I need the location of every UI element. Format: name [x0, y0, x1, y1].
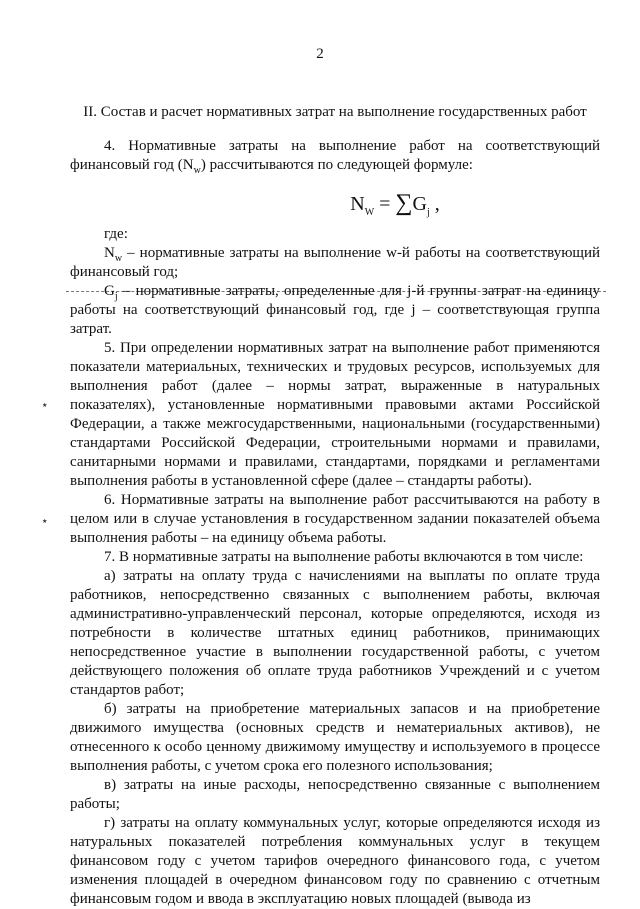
section-title: II. Состав и расчет нормативных затрат на выполнение государственных работ: [83, 104, 587, 120]
item-b: б) затраты на приобретение материальных запасов и на приобретение движимого имущества (основных средств и нематериальных активов), не отнесенного к особо ценному движимому имуществу и используемого в процессе выполнения работы, с учетом срока его полезного использования;: [70, 701, 600, 774]
paragraph-6: 6. Нормативные затраты на выполнение работ рассчитываются на работу в целом или в случае установления в государственном задании показателей объема выполнения работы – на единицу объема работы.: [70, 492, 600, 546]
item-a: а) затраты на оплату труда с начислениями на выплаты по оплате труда работников, непосредственно связанных с выполнением работы, включая административно-управленческий персонал, которые определяются, исходя из потребности в количестве штатных единиц работников, принимающих непосредственное участие в выполнении государственной работы, с учетом действующего положения об оплате труда работников Учреждений и с учетом стандартов работ;: [70, 568, 600, 698]
definition-nw: $N_w$ – нормативные затраты на выполнение w-й работы на соответствующий финансовый год;: [70, 245, 600, 280]
paragraph-7: 7. В нормативные затраты на выполнение работы включаются в том числе:: [104, 549, 584, 565]
formula: $N_W = \sum G_j$ ,: [350, 190, 440, 218]
margin-mark: ٭: [42, 400, 48, 411]
paragraph-4: 4. Нормативные затраты на выполнение работ на соответствующий финансовый год $(N_w)$ рассчитываются по следующей формуле:: [70, 138, 600, 176]
definition-gj: $G_j$ – нормативные затраты, определенные для j-й группы затрат на единицу работы на соответствующий финансовый год, где j – соответствующая группа затрат.: [70, 283, 600, 337]
item-g: г) затраты на оплату коммунальных услуг, которые определяются исходя из натуральных показателей потребления коммунальных услуг в текущем финансовом году с учетом тарифов очередного финансового года, с учетом изменения площадей в очередном финансовом году по сравнению с отчетным финансовым годом и ввода в эксплуатацию новых площадей (вывода из: [70, 815, 600, 907]
where-label: где:: [104, 226, 128, 242]
document-body: [70, 137, 600, 909]
item-v: в) затраты на иные расходы, непосредственно связанные с выполнением работы;: [70, 777, 600, 812]
paragraph-5: 5. При определении нормативных затрат на выполнение работ применяются показатели материальных, технических и трудовых ресурсов, используемых для выполнения работ (далее – нормы затрат, выраженные в натуральных показателях), установленные нормативными правовыми актами Российской Федерации, а также межгосударственными, национальными (государственными) стандартами Российской Федерации, строительными нормами и правилами, санитарными нормами и правилами, стандартами, порядками и регламентами выполнения работы в установленной сфере (далее – стандарты работы).: [70, 340, 600, 489]
margin-mark: ٭: [42, 516, 48, 527]
page-number: 2: [316, 46, 324, 62]
